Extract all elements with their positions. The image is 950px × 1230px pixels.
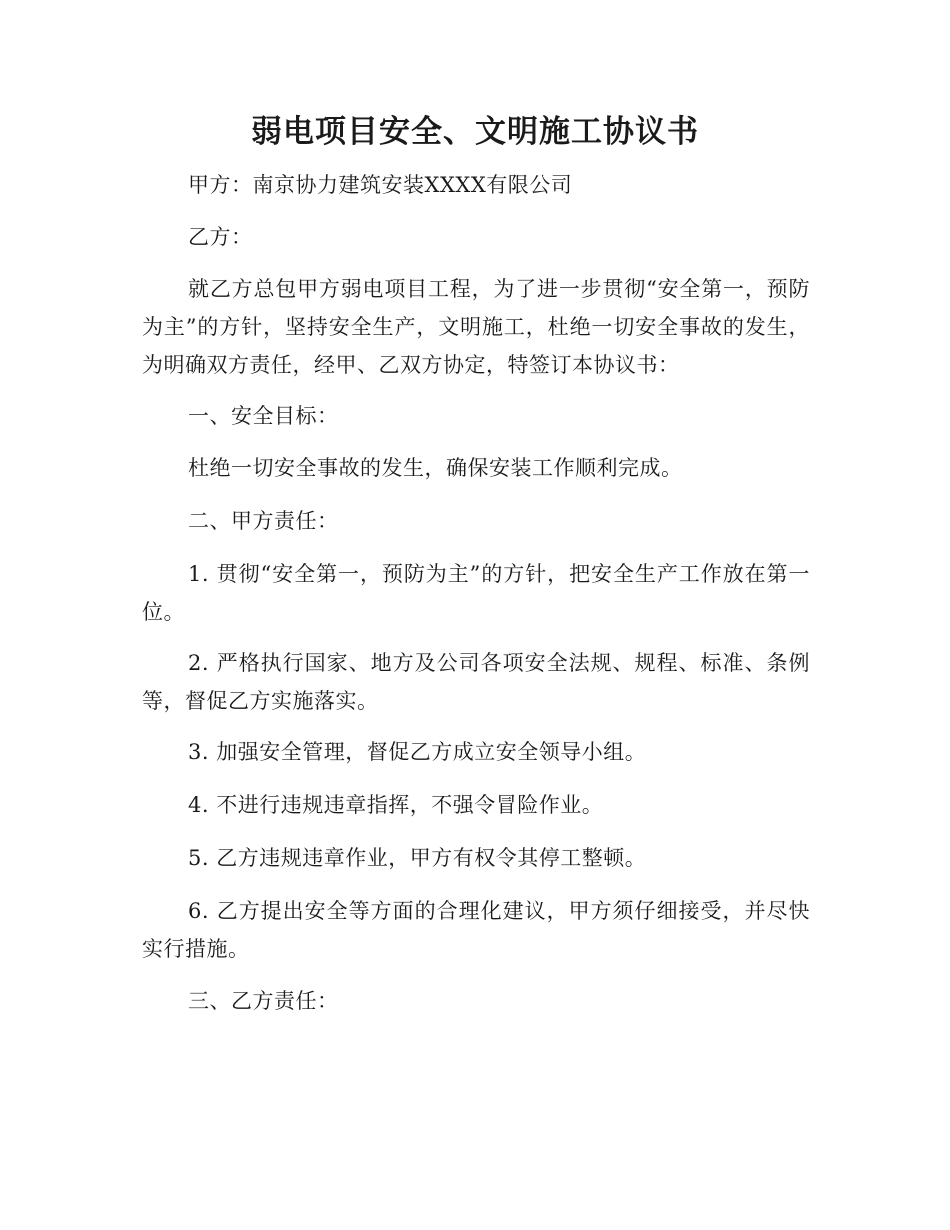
section1-text: 杜绝一切安全事故的发生，确保安装工作顺利完成。 [188,456,683,480]
intro-paragraph: 就乙方总包甲方弱电项目工程，为了进一步贯彻“安全第一，预防为主”的方针，坚持安全生产，文明施工，杜绝一切安全事故的发生，为明确双方责任，经甲、乙双方协定，特签订本协议书： [142,277,810,377]
section2-item: 5. 乙方违规违章作业，甲方有权令其停工整顿。 [188,846,647,870]
document-title: 弱电项目安全、文明施工协议书 [251,114,699,150]
section3-heading: 三、乙方责任： [188,989,339,1013]
party-a-line: 甲方：南京协力建筑安装XXXX有限公司 [188,173,573,197]
section2-item: 4. 不进行违规违章指挥，不强令冒险作业。 [188,793,604,817]
section2-item: 3. 加强安全管理，督促乙方成立安全领导小组。 [188,740,647,764]
section2-heading: 二、甲方责任： [188,509,339,533]
section2-item: 2. 严格执行国家、地方及公司各项安全法规、规程、标准、条例等，督促乙方实施落实。 [142,651,810,713]
party-b-line: 乙方： [188,225,253,249]
section2-item: 1. 贯彻“安全第一，预防为主”的方针，把安全生产工作放在第一位。 [142,562,810,624]
section2-item: 6. 乙方提出安全等方面的合理化建议，甲方须仔细接受，并尽快实行措施。 [142,899,810,961]
section1-heading: 一、安全目标： [188,404,339,428]
